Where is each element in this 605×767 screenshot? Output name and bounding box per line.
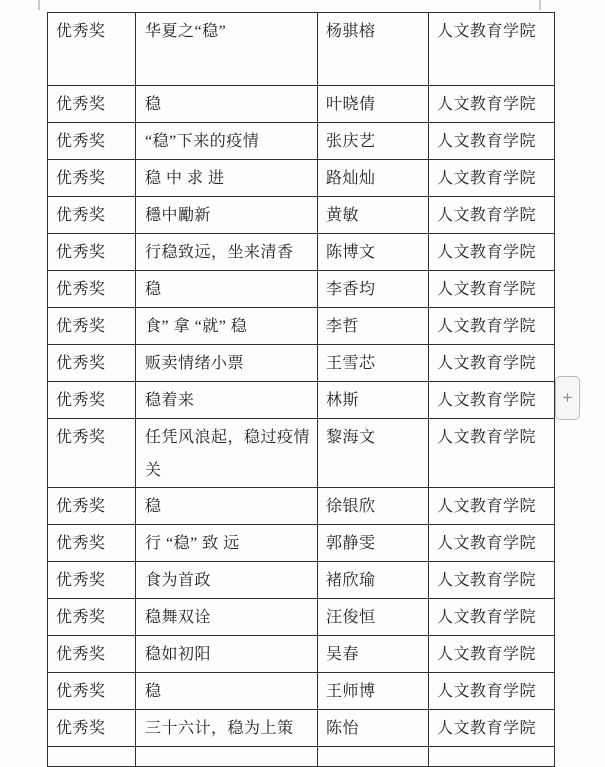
award-cell: 优秀奖 (48, 382, 136, 419)
name-cell: 徐银欣 (318, 488, 429, 525)
table-row (48, 382, 555, 419)
name-cell: 褚欣瑜 (318, 562, 429, 599)
award-cell: 优秀奖 (48, 488, 136, 525)
college-cell: 人文教育学院 (429, 13, 555, 86)
college-cell: 人文教育学院 (429, 525, 555, 562)
name-cell: 叶晓倩 (318, 86, 429, 123)
college-cell: 人文教育学院 (429, 123, 555, 160)
award-cell: 优秀奖 (48, 525, 136, 562)
plus-icon: + (562, 388, 573, 407)
name-cell: 汪俊恒 (318, 599, 429, 636)
title-cell: 穩中勵新 (136, 197, 318, 234)
college-cell: 人文教育学院 (429, 599, 555, 636)
table-row (48, 197, 555, 234)
title-cell: 稳 (136, 673, 318, 710)
name-cell: 郭静雯 (318, 525, 429, 562)
name-cell: 王师博 (318, 673, 429, 710)
award-cell: 优秀奖 (48, 562, 136, 599)
name-cell: 杨骐榕 (318, 13, 429, 86)
table-row (48, 710, 555, 747)
table-row (48, 86, 555, 123)
awards-table-body (48, 13, 555, 767)
award-cell: 优秀奖 (48, 234, 136, 271)
title-cell: “稳”下来的疫情 (136, 123, 318, 160)
college-cell: 人文教育学院 (429, 271, 555, 308)
table-row (48, 562, 555, 599)
award-cell: 优秀奖 (48, 345, 136, 382)
name-cell: 李香均 (318, 271, 429, 308)
title-cell: 稳 中 求 进 (136, 160, 318, 197)
college-cell: 人文教育学院 (429, 488, 555, 525)
college-cell: 人文教育学院 (429, 419, 555, 488)
college-cell: 人文教育学院 (429, 308, 555, 345)
name-cell: 吴春 (318, 636, 429, 673)
zoom-in-button[interactable] (555, 376, 580, 420)
title-cell: 行稳致远，坐来清香 (136, 234, 318, 271)
name-cell: 王雪芯 (318, 345, 429, 382)
table-row (48, 345, 555, 382)
name-cell: 黎海文 (318, 419, 429, 488)
college-cell: 人文教育学院 (429, 636, 555, 673)
college-cell: 人文教育学院 (429, 673, 555, 710)
college-cell: 人文教育学院 (429, 382, 555, 419)
name-cell: 李哲 (318, 308, 429, 345)
title-cell: 稳舞双诠 (136, 599, 318, 636)
award-cell: 优秀奖 (48, 271, 136, 308)
award-cell: 优秀奖 (48, 599, 136, 636)
name-cell: 林斯 (318, 382, 429, 419)
title-cell: 稳 (136, 271, 318, 308)
title-cell: 行 “稳” 致 远 (136, 525, 318, 562)
title-cell: 稳着来 (136, 382, 318, 419)
title-cell: 三十六计，稳为上策 (136, 710, 318, 747)
name-cell: 张庆艺 (318, 123, 429, 160)
award-cell: 优秀奖 (48, 636, 136, 673)
table-row (48, 160, 555, 197)
college-cell: 人文教育学院 (429, 160, 555, 197)
title-cell: 贩卖情绪小票 (136, 345, 318, 382)
college-cell: 人文教育学院 (429, 710, 555, 747)
table-row (48, 271, 555, 308)
table-row (48, 525, 555, 562)
college-cell: 人文教育学院 (429, 197, 555, 234)
award-cell: 优秀奖 (48, 86, 136, 123)
table-row (48, 599, 555, 636)
award-cell: 优秀奖 (48, 673, 136, 710)
awards-table (47, 12, 555, 767)
award-cell: 优秀奖 (48, 419, 136, 488)
title-cell: 任凭风浪起，稳过疫情关 (136, 419, 318, 488)
table-row (48, 13, 555, 86)
table-row (48, 234, 555, 271)
award-cell: 优秀奖 (48, 160, 136, 197)
college-cell: 人文教育学院 (429, 234, 555, 271)
name-cell: 黄敏 (318, 197, 429, 234)
page-margin-mark-left (38, 0, 40, 10)
table-row (48, 308, 555, 345)
title-cell: 食为首政 (136, 562, 318, 599)
college-cell: 人文教育学院 (429, 562, 555, 599)
table-row (48, 673, 555, 710)
table-row (48, 488, 555, 525)
name-cell: 陈博文 (318, 234, 429, 271)
award-cell: 优秀奖 (48, 308, 136, 345)
title-cell: 稳 (136, 488, 318, 525)
title-cell: 稳如初阳 (136, 636, 318, 673)
award-cell: 优秀奖 (48, 123, 136, 160)
award-cell: 优秀奖 (48, 13, 136, 86)
title-cell: 华夏之“稳” (136, 13, 318, 86)
name-cell: 路灿灿 (318, 160, 429, 197)
award-cell: 优秀奖 (48, 710, 136, 747)
title-cell: 稳 (136, 86, 318, 123)
table-row (48, 123, 555, 160)
title-cell: 食” 拿 “就” 稳 (136, 308, 318, 345)
college-cell: 人文教育学院 (429, 345, 555, 382)
award-cell: 优秀奖 (48, 197, 136, 234)
name-cell: 陈怡 (318, 710, 429, 747)
page-margin-mark-right (539, 0, 541, 10)
college-cell: 人文教育学院 (429, 86, 555, 123)
table-row (48, 419, 555, 488)
table-row (48, 636, 555, 673)
